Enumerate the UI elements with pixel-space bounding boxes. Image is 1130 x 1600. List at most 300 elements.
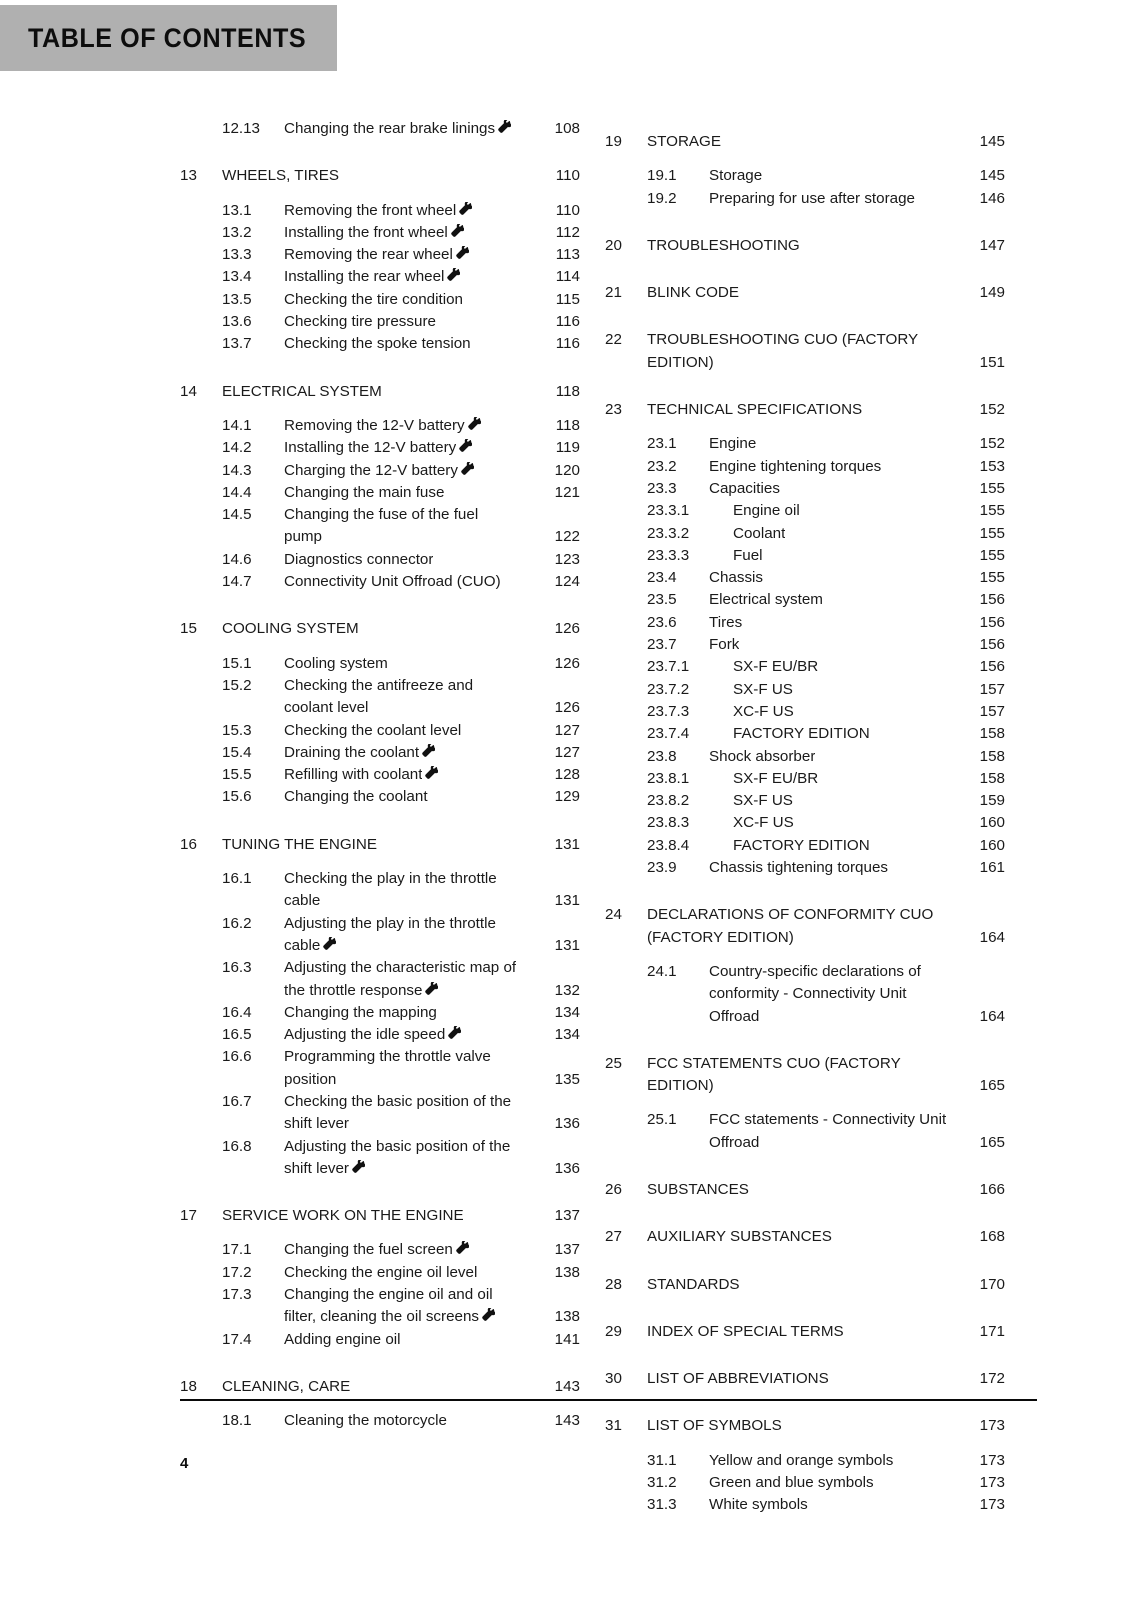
entry-label: STANDARDS (647, 1275, 740, 1293)
entry-number: 17.2 (222, 1263, 252, 1281)
entry-label: Chassis (709, 569, 764, 587)
page-number-value: 147 (979, 236, 1005, 254)
entry-number: 21 (605, 284, 622, 302)
toc-entry[interactable] (605, 165, 1005, 187)
toc-entry[interactable] (605, 399, 1005, 421)
page-number-value: 166 (979, 1180, 1005, 1198)
entry-number: 13.7 (222, 335, 252, 353)
dot-leader (385, 398, 538, 399)
toc-entry[interactable] (605, 812, 1005, 834)
toc-entry[interactable] (605, 1494, 1005, 1516)
toc-entry[interactable] (605, 523, 1005, 545)
entry-number: 14.4 (222, 483, 252, 501)
wrench-icon (447, 268, 460, 281)
dot-leader (371, 715, 538, 716)
entry-label: (FACTORY EDITION) (647, 928, 794, 946)
toc-entry[interactable] (180, 1136, 580, 1181)
entry-label: INDEX OF SPECIAL TERMS (647, 1322, 844, 1340)
toc-entry[interactable] (605, 545, 1005, 567)
page-number-value: 138 (554, 1308, 580, 1326)
dot-leader (439, 759, 538, 760)
page-number-value: 155 (979, 479, 1005, 497)
entry-label: Changing the engine oil and oil (284, 1286, 493, 1304)
toc-entry[interactable] (180, 618, 580, 640)
dot-leader (742, 651, 963, 652)
toc-entry[interactable] (605, 768, 1005, 790)
page-number-value: 153 (979, 457, 1005, 475)
toc-entry[interactable] (180, 415, 580, 437)
dot-leader (353, 1393, 538, 1394)
toc-entry[interactable] (605, 456, 1005, 478)
dot-leader (447, 499, 538, 500)
entry-label: Checking the spoke tension (284, 335, 471, 353)
entry-number: 13.4 (222, 268, 252, 286)
toc-entry[interactable] (180, 1002, 580, 1024)
page-number-value: 145 (979, 167, 1005, 185)
entry-label: TECHNICAL SPECIFICATIONS (647, 401, 863, 419)
page-number-value: 115 (555, 290, 580, 308)
toc-entry[interactable] (605, 961, 1005, 1028)
toc-entry[interactable] (180, 222, 580, 244)
toc-entry[interactable] (180, 482, 580, 504)
entry-number: 12.13 (222, 120, 261, 137)
wrench-icon (498, 120, 511, 133)
entry-label: Tires (709, 613, 743, 631)
entry-number: 23 (605, 401, 622, 419)
page-number-value: 158 (979, 769, 1005, 787)
section-spacer (605, 421, 1005, 433)
entry-number: 18 (180, 1377, 197, 1395)
entry-label: Removing the 12-V battery (284, 416, 465, 434)
dot-leader (766, 562, 963, 563)
page-number-value: 124 (554, 573, 580, 591)
page-number-value: 156 (979, 613, 1005, 631)
entry-label: filter, cleaning the oil screens (284, 1308, 480, 1326)
dot-leader (797, 718, 963, 719)
toc-entry[interactable] (605, 131, 1005, 153)
entry-label: Checking the tire condition (284, 290, 463, 308)
entry-label: TROUBLESHOOTING (647, 236, 800, 254)
toc-entry[interactable] (605, 1415, 1005, 1437)
dot-leader (480, 1279, 538, 1280)
section-spacer (180, 856, 580, 868)
entry-number: 14.3 (222, 461, 252, 479)
entry-label: cable (284, 936, 321, 954)
toc-entry[interactable] (605, 723, 1005, 745)
toc-entry[interactable] (605, 329, 1005, 374)
section-spacer (605, 304, 1005, 316)
page-number-value: 119 (555, 439, 580, 457)
section-spacer (605, 1154, 1005, 1166)
page-number-value: 146 (979, 189, 1005, 207)
entry-number: 15.6 (222, 788, 252, 806)
entry-label: shift lever (284, 1159, 349, 1177)
toc-entry[interactable] (605, 478, 1005, 500)
dot-leader (436, 566, 538, 567)
entry-number: 15.4 (222, 743, 252, 761)
entry-label: Changing the mapping (284, 1003, 437, 1021)
page-number-value: 131 (554, 936, 580, 954)
toc-entry[interactable] (180, 571, 580, 593)
toc-entry[interactable] (180, 504, 580, 549)
entry-number: 14.7 (222, 573, 252, 591)
toc-entry[interactable] (605, 282, 1005, 304)
toc-entry[interactable] (180, 834, 580, 856)
entry-number: 23.5 (647, 591, 677, 609)
entry-label: coolant level (284, 699, 369, 717)
entry-label: Cooling system (284, 654, 388, 672)
dot-leader (724, 148, 963, 149)
page-number-value: 126 (554, 699, 580, 717)
page-header-band (0, 5, 337, 71)
dot-leader (766, 584, 963, 585)
toc-entry[interactable] (180, 1284, 580, 1329)
dot-leader (891, 874, 963, 875)
entry-label: Changing the fuse of the fuel (284, 506, 479, 524)
entry-number: 23.7.3 (647, 702, 690, 720)
section-spacer (605, 1343, 1005, 1355)
entry-number: 16.7 (222, 1092, 252, 1110)
dot-leader (442, 781, 538, 782)
page-number-value: 118 (555, 416, 580, 434)
entry-number: 27 (605, 1228, 622, 1246)
wrench-icon (448, 1026, 461, 1039)
page-number-value: 118 (555, 382, 580, 400)
dot-leader (466, 306, 538, 307)
page-number-value: 138 (554, 1263, 580, 1281)
toc-entry[interactable] (605, 1368, 1005, 1390)
page-number-value: 137 (554, 1241, 580, 1259)
section-spacer (180, 140, 580, 152)
entry-label: Changing the coolant (284, 788, 428, 806)
entry-label: Diagnostics connector (284, 550, 434, 568)
entry-number: 31.1 (647, 1451, 677, 1469)
entry-number: 24.1 (647, 962, 677, 980)
toc-entry[interactable] (605, 612, 1005, 634)
page-number-value: 159 (979, 792, 1005, 810)
entry-label: Electrical system (709, 591, 823, 609)
entry-number: 31 (605, 1417, 622, 1435)
page-number-value: 155 (979, 546, 1005, 564)
entry-label: SX-F US (733, 680, 793, 698)
entry-label: Coolant (733, 524, 786, 542)
entry-label: SX-F EU/BR (733, 769, 819, 787)
section-spacer (180, 1351, 580, 1363)
wrench-icon (459, 202, 472, 215)
entry-number: 31.2 (647, 1474, 677, 1492)
wrench-icon (451, 224, 464, 237)
page-number-value: 160 (979, 836, 1005, 854)
toc-entry[interactable] (180, 381, 580, 403)
entry-number: 16.3 (222, 959, 252, 977)
entry-label: BLINK CODE (647, 284, 739, 302)
entry-label: Installing the 12-V battery (284, 439, 457, 457)
entry-label: Engine oil (733, 502, 800, 520)
toc-entry[interactable] (180, 437, 580, 459)
entry-number: 14.5 (222, 506, 252, 524)
page-number-value: 126 (554, 654, 580, 672)
toc-entry[interactable] (605, 1226, 1005, 1248)
entry-number: 20 (605, 236, 622, 254)
section-spacer (605, 879, 1005, 891)
entry-label: CLEANING, CARE (222, 1377, 351, 1395)
entry-number: 13.5 (222, 290, 252, 308)
toc-entry[interactable] (605, 1109, 1005, 1154)
dot-leader (797, 830, 963, 831)
entry-number: 19 (605, 133, 622, 150)
entry-label: Charging the 12-V battery (284, 461, 458, 479)
toc-entry[interactable] (180, 549, 580, 571)
toc-entry[interactable] (605, 656, 1005, 678)
toc-entry[interactable] (605, 235, 1005, 257)
entry-label: Refilling with coolant (284, 766, 423, 784)
toc-entry[interactable] (605, 500, 1005, 522)
entry-label: SX-F EU/BR (733, 658, 819, 676)
entry-label: Adding engine oil (284, 1330, 401, 1348)
toc-entry[interactable] (180, 266, 580, 288)
entry-label: Cleaning the motorcycle (284, 1412, 447, 1430)
page-number-value: 160 (979, 814, 1005, 832)
dot-leader (342, 183, 538, 184)
entry-number: 16.2 (222, 914, 252, 932)
entry-number: 15.1 (222, 654, 252, 672)
toc-entry[interactable] (180, 1091, 580, 1136)
entry-number: 16.1 (222, 870, 252, 888)
dot-leader (765, 183, 963, 184)
entry-number: 15.3 (222, 721, 252, 739)
page-number-value: 156 (979, 636, 1005, 654)
page-number-value: 126 (554, 620, 580, 638)
page-number-value: 165 (979, 1077, 1005, 1095)
page-number-value: 120 (554, 461, 580, 479)
page-number-value: 114 (555, 268, 580, 286)
toc-entry[interactable] (180, 311, 580, 333)
page-title: TABLE OF CONTENTS (28, 22, 307, 53)
entry-label: LIST OF SYMBOLS (647, 1417, 782, 1435)
page-number-value: 168 (979, 1228, 1005, 1246)
page-number-value: 173 (979, 1496, 1005, 1514)
dot-leader (783, 495, 963, 496)
page-number-value: 165 (979, 1133, 1005, 1151)
page-number-value: 156 (979, 658, 1005, 676)
entry-number: 23.2 (647, 457, 677, 475)
page-number-value: 110 (555, 201, 580, 219)
entry-label: Draining the coolant (284, 743, 420, 761)
toc-entry[interactable] (180, 1262, 580, 1284)
entry-label: Country-specific declarations of (709, 962, 921, 980)
toc-entry[interactable] (605, 1472, 1005, 1494)
dot-leader (440, 1019, 538, 1020)
toc-entry[interactable] (180, 1329, 580, 1351)
entry-label: Storage (709, 167, 763, 185)
section-spacer (605, 1097, 1005, 1109)
entry-number: 23.7 (647, 636, 677, 654)
entry-label: XC-F US (733, 702, 794, 720)
dot-leader (404, 1346, 538, 1347)
entry-label: White symbols (709, 1496, 808, 1514)
toc-entry[interactable] (180, 244, 580, 266)
entry-number: 14 (180, 382, 197, 400)
entry-number: 23.7.2 (647, 680, 690, 698)
dot-leader (847, 1338, 963, 1339)
toc-entry[interactable] (180, 1046, 580, 1091)
entry-label: TUNING THE ENGINE (222, 835, 377, 853)
section-spacer (605, 1201, 1005, 1213)
toc-entry[interactable] (605, 433, 1005, 455)
entry-label: STORAGE (647, 133, 721, 150)
section-spacer (605, 210, 1005, 222)
dot-leader (742, 299, 963, 300)
dot-leader (717, 369, 963, 370)
entry-label: XC-F US (733, 814, 794, 832)
dot-leader (473, 1257, 538, 1258)
page-number-value: 116 (555, 313, 580, 331)
entry-label: AUXILIARY SUBSTANCES (647, 1228, 832, 1246)
page-number-value: 155 (979, 569, 1005, 587)
wrench-icon (352, 1160, 365, 1173)
toc-entry[interactable] (180, 786, 580, 808)
toc-entry[interactable] (605, 1179, 1005, 1201)
wrench-icon (422, 744, 435, 757)
page-number-value: 110 (555, 167, 580, 185)
toc-entry[interactable] (180, 165, 580, 187)
entry-number: 23.8.4 (647, 836, 690, 854)
entry-number: 23.9 (647, 859, 677, 877)
toc-entry[interactable] (605, 835, 1005, 857)
footer-divider (180, 1399, 1037, 1401)
toc-entry[interactable] (605, 1321, 1005, 1343)
dot-leader (499, 1324, 538, 1325)
toc-entry[interactable] (180, 742, 580, 764)
dot-leader (918, 205, 963, 206)
toc-entry[interactable] (180, 764, 580, 786)
dot-leader (788, 540, 963, 541)
toc-entry[interactable] (180, 720, 580, 742)
entry-label: Changing the fuel screen (284, 1241, 453, 1259)
toc-entry[interactable] (180, 1376, 580, 1398)
dot-leader (826, 607, 963, 608)
entry-label: FCC STATEMENTS CUO (FACTORY (647, 1054, 901, 1072)
dot-leader (717, 1092, 963, 1093)
entry-number: 18.1 (222, 1412, 252, 1430)
entry-label: Installing the rear wheel (284, 268, 445, 286)
dot-leader (476, 217, 538, 218)
toc-entry[interactable] (605, 904, 1005, 949)
entry-label: TROUBLESHOOTING CUO (FACTORY (647, 331, 919, 349)
toc-entry[interactable] (180, 913, 580, 958)
entry-label: position (284, 1070, 337, 1088)
entry-label: Adjusting the characteristic map of (284, 959, 517, 977)
toc-entry[interactable] (605, 634, 1005, 656)
toc-entry[interactable] (180, 333, 580, 355)
toc-entry[interactable] (180, 460, 580, 482)
toc-entry[interactable] (180, 289, 580, 311)
entry-number: 23.8.3 (647, 814, 690, 832)
dot-leader (865, 416, 963, 417)
entry-number: 16.8 (222, 1137, 252, 1155)
toc-entry[interactable] (605, 1450, 1005, 1472)
page-number-value: 145 (979, 133, 1005, 150)
toc-entry[interactable] (180, 118, 580, 140)
entry-label: SX-F US (733, 792, 793, 810)
toc-entry[interactable] (180, 1239, 580, 1261)
toc-entry[interactable] (605, 679, 1005, 701)
dot-leader (380, 851, 538, 852)
dot-leader (473, 261, 538, 262)
toc-column-right (605, 118, 1005, 1517)
section-spacer (605, 1249, 1005, 1261)
dot-leader (465, 1041, 538, 1042)
toc-entry[interactable] (605, 790, 1005, 812)
wrench-icon (482, 1308, 495, 1321)
entry-number: 22 (605, 331, 622, 349)
toc-entry[interactable] (180, 1024, 580, 1046)
toc-entry[interactable] (605, 857, 1005, 879)
entry-label: Engine tightening torques (709, 457, 882, 475)
entry-label: Yellow and orange symbols (709, 1451, 894, 1469)
page-number-value: 155 (979, 502, 1005, 520)
entry-number: 23.8 (647, 747, 677, 765)
toc-entry[interactable] (180, 1410, 580, 1432)
page-number-value: 149 (979, 284, 1005, 302)
page-number-value: 131 (554, 892, 580, 910)
toc-entry[interactable] (605, 589, 1005, 611)
entry-label: Programming the throttle valve (284, 1048, 491, 1066)
toc-entry[interactable] (180, 200, 580, 222)
section-spacer (605, 1438, 1005, 1450)
toc-entry[interactable] (180, 868, 580, 913)
entry-number: 19.2 (647, 189, 677, 207)
toc-entry[interactable] (605, 1274, 1005, 1296)
toc-entry[interactable] (605, 701, 1005, 723)
dot-leader (835, 1244, 963, 1245)
entry-label: DECLARATIONS OF CONFORMITY CUO (647, 906, 934, 924)
entry-label: pump (284, 528, 322, 546)
entry-label: Checking the antifreeze and (284, 676, 474, 694)
page-number-value: 172 (979, 1370, 1005, 1388)
wrench-icon (456, 1241, 469, 1254)
dot-leader (796, 696, 963, 697)
page-number-value: 134 (554, 1003, 580, 1021)
toc-entry[interactable] (180, 1205, 580, 1227)
entry-number: 16.5 (222, 1026, 252, 1044)
dot-leader (391, 670, 538, 671)
entry-number: 13.2 (222, 223, 252, 241)
entry-label: Adjusting the idle speed (284, 1026, 446, 1044)
entry-label: Changing the main fuse (284, 483, 445, 501)
toc-entry[interactable] (605, 188, 1005, 210)
toc-entry[interactable] (605, 1053, 1005, 1098)
entry-label: Changing the rear brake linings (284, 120, 496, 137)
wrench-icon (456, 246, 469, 259)
toc-column-left (180, 118, 580, 1517)
entry-label: Adjusting the basic position of the (284, 1137, 511, 1155)
toc-entry[interactable] (180, 957, 580, 1002)
dot-leader (362, 636, 538, 637)
wrench-icon (323, 937, 336, 950)
toc-entry[interactable] (180, 653, 580, 675)
page-number-value: 173 (979, 1417, 1005, 1435)
entry-number: 23.8.1 (647, 769, 690, 787)
toc-entry[interactable] (605, 746, 1005, 768)
entry-label: Checking the coolant level (284, 721, 462, 739)
page-number-value: 127 (554, 721, 580, 739)
toc-entry[interactable] (180, 675, 580, 720)
page-number-value: 158 (979, 725, 1005, 743)
entry-number: 13.6 (222, 313, 252, 331)
page-number-value: 161 (979, 859, 1005, 877)
toc-entry[interactable] (605, 567, 1005, 589)
